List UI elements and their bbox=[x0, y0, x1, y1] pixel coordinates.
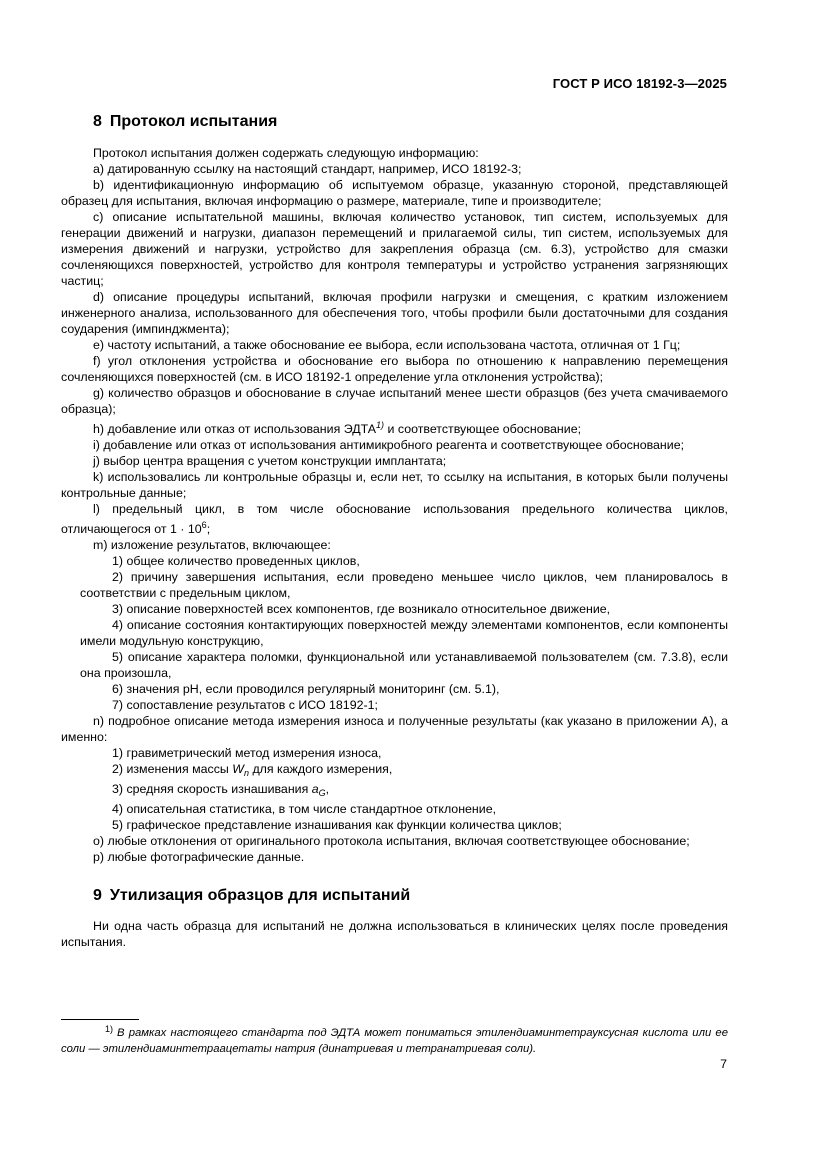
section-9-heading bbox=[61, 886, 728, 906]
item-m-4: 4) описание состояния контактирующих поверхностей между элементами компонентов, если компоненты имели модульную конструкцию, bbox=[80, 618, 728, 648]
item-l-text-end: ; bbox=[206, 522, 211, 536]
mass-variable: W bbox=[232, 762, 244, 776]
item-f: f) угол отклонения устройства и обоснование его выбора по отношению к направлению перемещения сочленяющихся поверхностей (см. в ИСО 18192-1 определение угла отклонения устройства); bbox=[61, 354, 728, 384]
item-n-3-text: 3) средняя скорость изнашивания bbox=[112, 782, 312, 796]
item-l bbox=[61, 501, 728, 537]
item-l-text: l) предельный цикл, в том числе обоснование использования предельного количества циклов, отличающегося от 1 · 10 bbox=[61, 502, 728, 536]
item-n-2-text-end: для каждого измерения, bbox=[249, 762, 393, 776]
item-h-text: h) добавление или отказ от использования ЭДТА bbox=[93, 422, 377, 436]
item-h bbox=[61, 417, 728, 437]
mass-variable-subscript: n bbox=[243, 768, 249, 778]
footnote-mark: 1) bbox=[105, 1024, 114, 1034]
item-n-5: 5) графическое представление изнашивания как функции количества циклов; bbox=[112, 818, 562, 832]
item-l-exponent: 6 bbox=[201, 520, 207, 530]
item-m-6: 6) значения pH, если проводился регулярный мониторинг (см. 5.1), bbox=[112, 682, 500, 696]
item-m-2: 2) причину завершения испытания, если проведено меньшее число циклов, чем планировалось в соответствии с предельным циклом, bbox=[80, 570, 728, 600]
item-n-1: 1) гравиметрический метод измерения износа, bbox=[112, 746, 382, 760]
item-b: b) идентификационную информацию об испытуемом образце, указанную стороной, представляющей образец для испытания, включая информацию о размере, материале, типе и производителе; bbox=[61, 178, 728, 208]
section-9-number: 9 bbox=[93, 887, 102, 904]
item-n-3 bbox=[61, 781, 728, 801]
item-n-4: 4) описательная статистика, в том числе стандартное отклонение, bbox=[112, 802, 497, 816]
item-a: a) датированную ссылку на настоящий стандарт, например, ИСО 18192-3; bbox=[93, 162, 522, 176]
footnote-ref: 1) bbox=[376, 420, 385, 430]
wear-rate-variable: a bbox=[311, 782, 319, 796]
wear-rate-subscript: G bbox=[318, 788, 326, 798]
page-content bbox=[61, 112, 728, 950]
footnote bbox=[61, 1021, 728, 1057]
item-c: c) описание испытательной машины, включая количество установок, тип систем, используемых для генерации движений и нагрузки, диапазон перемещений и прилагаемой силы, тип систем, используемых для измерения движений и нагрузки, устройство для закрепления образца (см. 6.3), устройство для смазки сочленяющихся поверхностей, устройство для контроля температуры и устройство устранения загрязняющих частиц; bbox=[61, 210, 728, 288]
footnote-text: В рамках настоящего стандарта под ЭДТА может пониматься этилендиаминтетрауксусная кислота или ее соли — этилендиаминтетраацетаты натрия (динатриевая и тетранатриевая соли). bbox=[61, 1027, 728, 1055]
item-p: p) любые фотографические данные. bbox=[93, 850, 305, 864]
item-n-2-text: 2) изменения массы bbox=[112, 762, 233, 776]
item-j: j) выбор центра вращения с учетом конструкции имплантата; bbox=[93, 454, 447, 468]
item-m: m) изложение результатов, включающее: bbox=[93, 538, 331, 552]
page-number: 7 bbox=[720, 1057, 727, 1071]
footnote-separator bbox=[61, 1019, 139, 1020]
item-n-2 bbox=[61, 761, 728, 781]
section-8-number: 8 bbox=[93, 113, 102, 130]
item-m-7: 7) сопоставление результатов с ИСО 18192-1; bbox=[112, 698, 378, 712]
section-8-heading bbox=[61, 112, 728, 132]
item-h-text-end: и соответствующее обоснование; bbox=[384, 422, 582, 436]
section-9-title: Утилизация образцов для испытаний bbox=[109, 887, 411, 904]
item-m-5: 5) описание характера поломки, функциональной или устанавливаемой пользователем (см. 7.3.8), если она произошла, bbox=[80, 650, 728, 680]
section-8-intro: Протокол испытания должен содержать следующую информацию: bbox=[93, 146, 479, 160]
item-m-1: 1) общее количество проведенных циклов, bbox=[112, 554, 360, 568]
item-e: e) частоту испытаний, а также обоснование ее выбора, если использована частота, отличная от 1 Гц; bbox=[93, 338, 681, 352]
item-g: g) количество образцов и обоснование в случае испытаний менее шести образцов (без учета смачиваемого образца); bbox=[61, 386, 728, 416]
item-m-3: 3) описание поверхностей всех компонентов, где возникало относительное движение, bbox=[112, 602, 611, 616]
item-n-3-text-end: , bbox=[325, 782, 330, 796]
section-8-title: Протокол испытания bbox=[109, 113, 278, 130]
item-k: k) использовались ли контрольные образцы и, если нет, то ссылку на испытания, в которых были получены контрольные данные; bbox=[61, 470, 728, 500]
item-o: o) любые отклонения от оригинального протокола испытания, включая соответствующее обоснование; bbox=[93, 834, 690, 848]
document-code: ГОСТ Р ИСО 18192-3—2025 bbox=[552, 76, 727, 91]
item-i: i) добавление или отказ от использования антимикробного реагента и соответствующее обоснование; bbox=[93, 438, 685, 452]
item-n: n) подробное описание метода измерения износа и полученные результаты (как указано в приложении A), а именно: bbox=[61, 714, 728, 744]
item-d: d) описание процедуры испытаний, включая профили нагрузки и смещения, с кратким изложением инженерного анализа, использованного для обеспечения того, чтобы профили были достаточными для создания соударения (импинджмента); bbox=[61, 290, 728, 336]
section-9-text: Ни одна часть образца для испытаний не должна использоваться в клинических целях после проведения испытания. bbox=[61, 919, 728, 949]
